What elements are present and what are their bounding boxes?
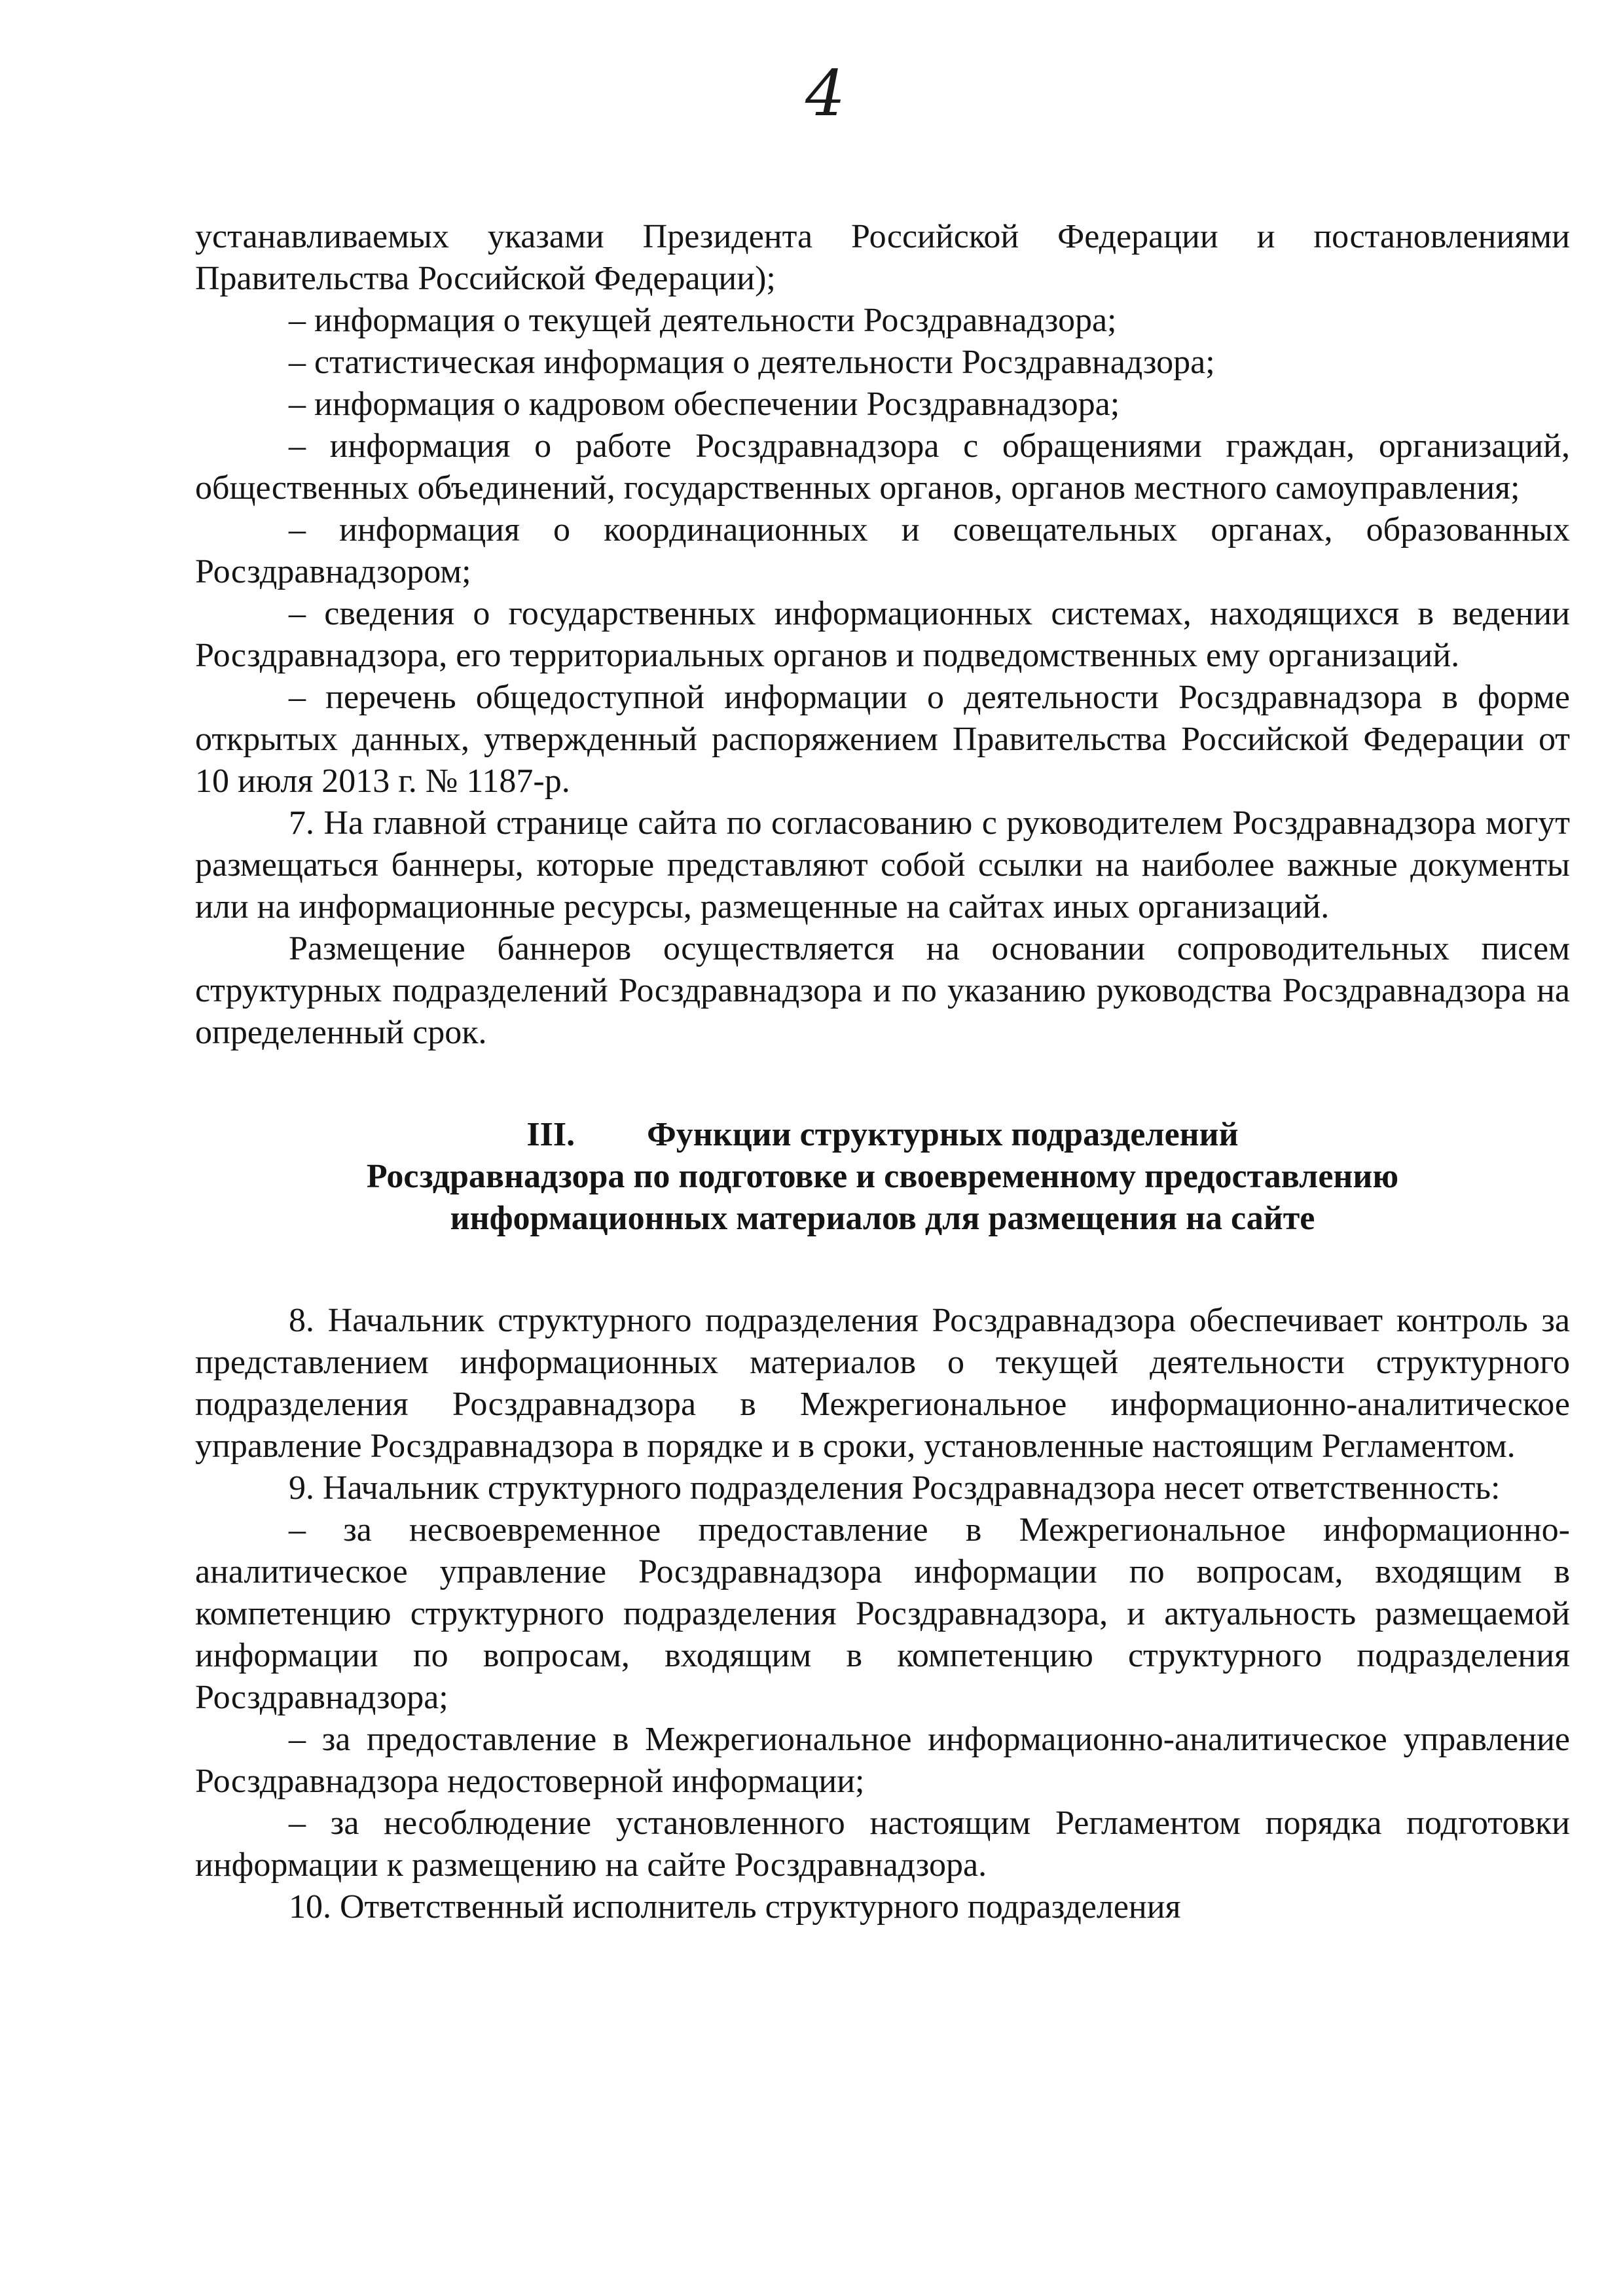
numbered-paragraph-7: 7. На главной странице сайта по согласованию с руководителем Росздравнадзора могут размещаться баннеры, которые представляют собой ссылки на наиболее важные документы или на информационные ресурсы, размещенные на сайтах иных организаций. (195, 804, 1570, 925)
list-item: – перечень общедоступной информации о деятельности Росздравнадзора в форме открытых данных, утвержденный распоряжением Правительства Российской Федерации от 10 июля 2013 г. № 1187-р. (195, 679, 1570, 800)
section-heading (195, 1114, 1570, 1240)
list-item: – информация о работе Росздравнадзора с обращениями граждан, организаций, общественных объединений, государственных органов, органов местного самоуправления; (195, 427, 1570, 507)
paragraph: Размещение баннеров осуществляется на основании сопроводительных писем структурных подразделений Росздравнадзора и по указанию руководства Росздравнадзора на определенный срок. (195, 930, 1570, 1051)
section-heading-line-1 (195, 1114, 1570, 1156)
list-item: – статистическая информация о деятельности Росздравнадзора; (289, 344, 1215, 381)
numbered-paragraph-8: 8. Начальник структурного подразделения Росздравнадзора обеспечивает контроль за представлением информационных материалов о текущей деятельности структурного подразделения Росздравнадзора в Межрегиональное информационно-аналитическое управление Росздравнадзора в порядке и в сроки, установленные настоящим Регламентом. (195, 1302, 1570, 1465)
numbered-paragraph-9: 9. Начальник структурного подразделения Росздравнадзора несет ответственность: (289, 1469, 1501, 1507)
list-item: – за предоставление в Межрегиональное информационно-аналитическое управление Росздравнадзора недостоверной информации; (195, 1721, 1570, 1800)
list-item: – информация о координационных и совещательных органах, образованных Росздравнадзором; (195, 511, 1570, 590)
section-title-line-2: Росздравнадзора по подготовке и своевременному предоставлению (366, 1158, 1399, 1195)
list-item: – сведения о государственных информационных системах, находящихся в ведении Росздравнадзора, его территориальных органов и подведомственных ему организаций. (195, 595, 1570, 674)
section-number: III. (526, 1116, 575, 1153)
list-item: – информация о кадровом обеспечении Росздравнадзора; (289, 386, 1120, 423)
paragraph-continuation: устанавливаемых указами Президента Российской Федерации и постановлениями Правительства Российской Федерации); (195, 218, 1570, 297)
section-title-line-1: Функции структурных подразделений (647, 1116, 1239, 1153)
section-title-line-3: информационных материалов для размещения на сайте (450, 1200, 1315, 1237)
numbered-paragraph-10: 10. Ответственный исполнитель структурного подразделения (289, 1888, 1181, 1926)
document-body (195, 216, 1570, 1928)
list-item: – информация о текущей деятельности Росздравнадзора; (289, 302, 1117, 339)
page-number: 4 (805, 57, 846, 130)
list-item: – за несоблюдение установленного настоящим Регламентом порядка подготовки информации к размещению на сайте Росздравнадзора. (195, 1804, 1570, 1884)
list-item: – за несвоевременное предоставление в Межрегиональное информационно-аналитическое управление Росздравнадзора информации по вопросам, входящим в компетенцию структурного подразделения Росздравнадзора, и актуальность размещаемой информации по вопросам, входящим в компетенцию структурного подразделения Росздравнадзора; (195, 1511, 1570, 1716)
